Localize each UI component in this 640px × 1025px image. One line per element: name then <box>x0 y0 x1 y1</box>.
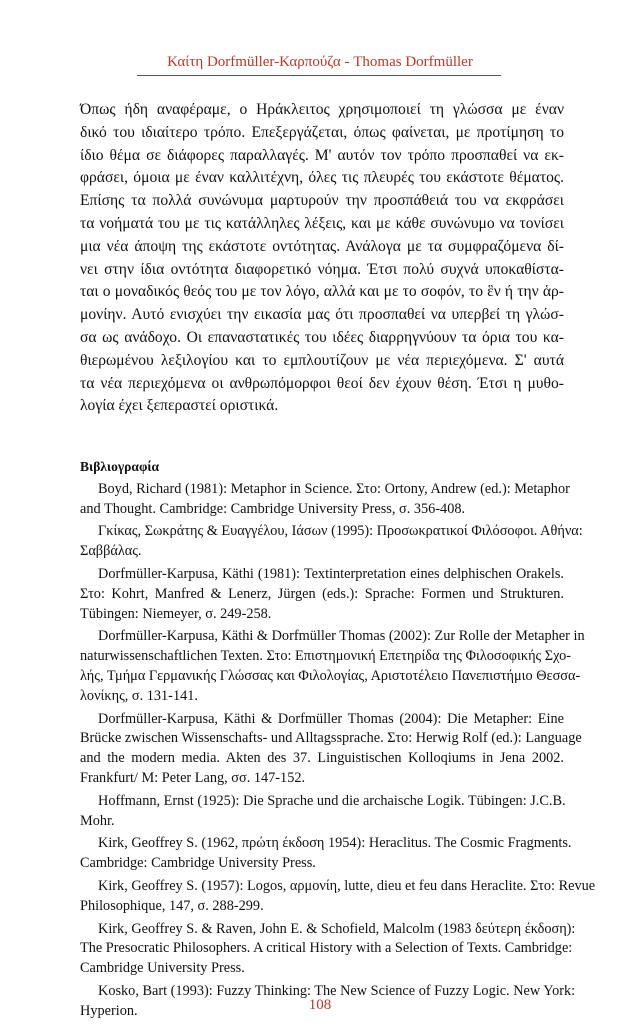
reference-entry <box>80 565 564 624</box>
reference-line: Kirk, Geoffrey S. (1962, πρώτη έκδοση 1954): Heraclitus. The Cosmic Fragments. <box>98 835 572 852</box>
reference-line: and Thought. Cambridge: Cambridge University Press, σ. 356-408. <box>80 500 466 517</box>
reference-entry <box>80 710 582 789</box>
reference-entry <box>80 877 596 917</box>
body-line: ται ο μοναδικός θεός του με τον λόγο, αλλά και με το σοφόν, το ἓν ή την ἁρ- <box>80 283 564 301</box>
reference-entry <box>80 920 576 979</box>
reference-entry <box>80 480 570 520</box>
reference-entry <box>80 834 572 874</box>
reference-line: Kirk, Geoffrey S. (1957): Logos, αρμονίη, lutte, dieu et feu dans Heraclite. Στο: Revue <box>98 877 596 894</box>
body-line: νει στην ίδια οντότητα διαφορετικό νόημα. Έτσι πολύ συχνά υποκαθίστα- <box>80 260 564 278</box>
reference-line: Mohr. <box>80 812 115 829</box>
body-line: τα νοήματά του με τις κατάλληλες λέξεις, και με κάθε συνώνυμο να τονίσει <box>80 214 564 232</box>
header-rule <box>137 75 501 76</box>
body-line: θιερωμένου λεξιλογίου και το εμπλουτίζουν με νέα περιεχόμενα. Σ' αυτά <box>80 351 564 369</box>
body-line: φράσει, όμοια με έναν καλλιτέχνη, όλες τις πλευρές του εκάστοτε θέματος. <box>80 169 564 187</box>
reference-line: Cambridge: Cambridge University Press. <box>80 855 316 872</box>
running-head: Καίτη Dorfmüller-Καρπούζα - Thomas Dorfmüller <box>167 54 473 70</box>
reference-line: Boyd, Richard (1981): Metaphor in Science. Στο: Ortony, Andrew (ed.): Metaphor <box>98 480 570 497</box>
reference-line: Hoffmann, Ernst (1925): Die Sprache und die archaische Logik. Tübingen: J.C.B. <box>98 792 566 809</box>
reference-line: Frankfurt/ M: Peter Lang, σσ. 147-152. <box>80 769 306 786</box>
body-line: μονίην. Αυτό ενισχύει την εικασία μας ότι προσπαθεί να υπερβεί τη γλώσ- <box>80 306 564 324</box>
body-line: δικό του ιδιαίτερο τρόπο. Επεξεργάζεται, όπως φαίνεται, με προτίμηση το <box>80 123 564 141</box>
reference-line: Γκίκας, Σωκράτης & Ευαγγέλου, Ιάσων (1995): Προσωκρατικοί Φιλόσοφοι. Αθήνα: <box>98 523 583 540</box>
body-line: Επίσης τα πολλά συνώνυμα μαρτυρούν την προσπάθειά του να εκφράσει <box>80 192 564 210</box>
body-line: λογία έχει ξεπεραστεί οριστικά. <box>80 397 279 415</box>
reference-line: Cambridge University Press. <box>80 960 245 977</box>
body-line: μια νέα άποψη της εκάστοτε οντότητας. Ανάλογα με τα συμφραζόμενα δί- <box>80 237 564 255</box>
reference-entry <box>80 627 585 706</box>
reference-line: Kosko, Bart (1993): Fuzzy Thinking: The New Science of Fuzzy Logic. New York: <box>98 982 576 999</box>
reference-entry <box>80 522 583 562</box>
reference-line: Στο: Kohrt, Manfred & Lenerz, Jürgen (eds.): Sprache: Formen und Strukturen. <box>80 585 564 602</box>
reference-line: Brücke zwischen Wissenschafts- und Alltagssprache. Στο: Herwig Rolf (ed.): Language <box>80 730 582 747</box>
body-line: Όπως ήδη αναφέραμε, ο Ηράκλειτος χρησιμοποιεί τη γλώσσα με έναν <box>80 101 564 118</box>
reference-line: Dorfmüller-Karpusa, Käthi & Dorfmüller Thomas (2002): Zur Rolle der Metapher in <box>98 628 585 645</box>
reference-line: Hyperion. <box>80 1002 138 1019</box>
bibliography-heading: Βιβλιογραφία <box>80 459 160 474</box>
reference-line: Kirk, Geoffrey S. & Raven, John E. & Schofield, Malcolm (1983 δεύτερη έκδοση): <box>98 920 576 937</box>
reference-line: Tübingen: Niemeyer, σ. 249-258. <box>80 605 272 622</box>
reference-line: Σαββάλας. <box>80 543 142 560</box>
reference-line: and the modern media. Akten des 37. Linguistischen Kolloqiums in Jena 2002. <box>80 750 564 767</box>
reference-entry <box>80 792 564 832</box>
body-paragraph <box>80 99 564 418</box>
reference-line: Dorfmüller-Karpusa, Käthi (1981): Textinterpretation eines delphischen Orakels. <box>98 565 564 582</box>
reference-line: λονίκης, σ. 131-141. <box>80 687 198 704</box>
body-line: σα ως ανάδοχο. Οι επαναστατικές του ιδέες διαρρηγνύουν τα όρια του κα- <box>80 328 564 346</box>
reference-line: The Presocratic Philosophers. A critical History with a Selection of Texts. Cambridge: <box>80 940 573 957</box>
reference-line: naturwissenschaftlichen Texten. Στο: Επιστημονική Επετηρίδα της Φιλοσοφικής Σχο- <box>80 648 572 665</box>
body-line: τα νέα περιεχόμενα οι ανθρωπόμορφοι θεοί δεν έχουν θέση. Έτσι η μυθο- <box>80 374 564 392</box>
reference-line: Dorfmüller-Karpusa, Käthi & Dorfmüller Thomas (2004): Die Metapher: Eine <box>98 710 564 727</box>
reference-line: Philosophique, 147, σ. 288-299. <box>80 897 264 914</box>
page-number: 108 <box>308 997 332 1013</box>
bibliography <box>80 457 596 1025</box>
body-line: ίδιο θέμα σε διάφορες παραλλαγές. Μ' αυτόν τον τρόπο προσπαθεί να εκ- <box>80 146 564 164</box>
reference-line: λής, Τμήμα Γερμανικής Γλώσσας και Φιλολογίας, Αριστοτέλειο Πανεπιστήμιο Θεσσα- <box>80 667 581 684</box>
